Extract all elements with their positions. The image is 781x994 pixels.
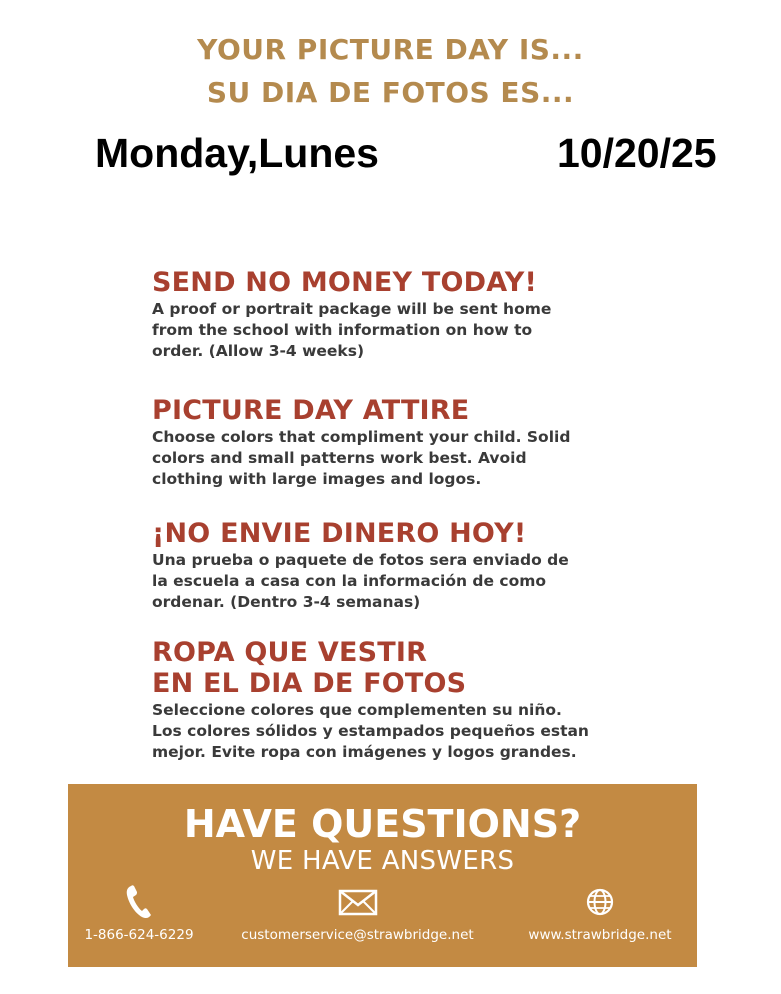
questions-footer (68, 784, 697, 967)
envelope-icon (338, 884, 378, 920)
header-line-1: YOUR PICTURE DAY IS... (197, 33, 584, 66)
header-line-2: SU DIA DE FOTOS ES... (206, 76, 575, 109)
website-url[interactable]: www.strawbridge.net (528, 927, 672, 943)
email-address[interactable]: customerservice@strawbridge.net (241, 927, 474, 943)
section-body: A proof or portrait package will be sent home from the school with information on how to order. (Allow 3-4 weeks) (152, 300, 552, 360)
section-title: SEND NO MONEY TODAY! (152, 267, 538, 298)
section-body: Seleccione colores que complementen su niño. Los colores sólidos y estampados pequeños estan mejor. Evite ropa con imágenes y logos grandes. (152, 701, 589, 761)
section-body: Choose colors that compliment your child. Solid colors and small patterns work best. Avoid clothing with large images and logos. (152, 428, 571, 488)
phone-number[interactable]: 1-866-624-6229 (84, 927, 194, 943)
picture-day-date: 10/20/25 (557, 130, 717, 176)
contact-phone (80, 884, 198, 943)
globe-icon (582, 884, 618, 920)
section-body: Una prueba o paquete de fotos sera enviado de la escuela a casa con la información de como ordenar. (Dentro 3-4 semanas) (152, 551, 569, 611)
footer-title: HAVE QUESTIONS? (183, 802, 582, 846)
picture-day-weekday: Monday,Lunes (95, 130, 379, 176)
section-send-no-money (152, 267, 672, 362)
phone-icon (124, 884, 154, 920)
footer-subtitle: WE HAVE ANSWERS (250, 846, 515, 876)
section-title: PICTURE DAY ATTIRE (152, 395, 470, 426)
contact-website (514, 884, 686, 943)
section-title: ¡NO ENVIE DINERO HOY! (152, 518, 527, 549)
section-no-envie-dinero (152, 518, 672, 613)
contact-email (220, 884, 495, 943)
section-picture-day-attire (152, 395, 672, 490)
section-ropa-que-vestir (152, 637, 672, 763)
section-title: ROPA QUE VESTIR EN EL DIA DE FOTOS (152, 637, 467, 699)
